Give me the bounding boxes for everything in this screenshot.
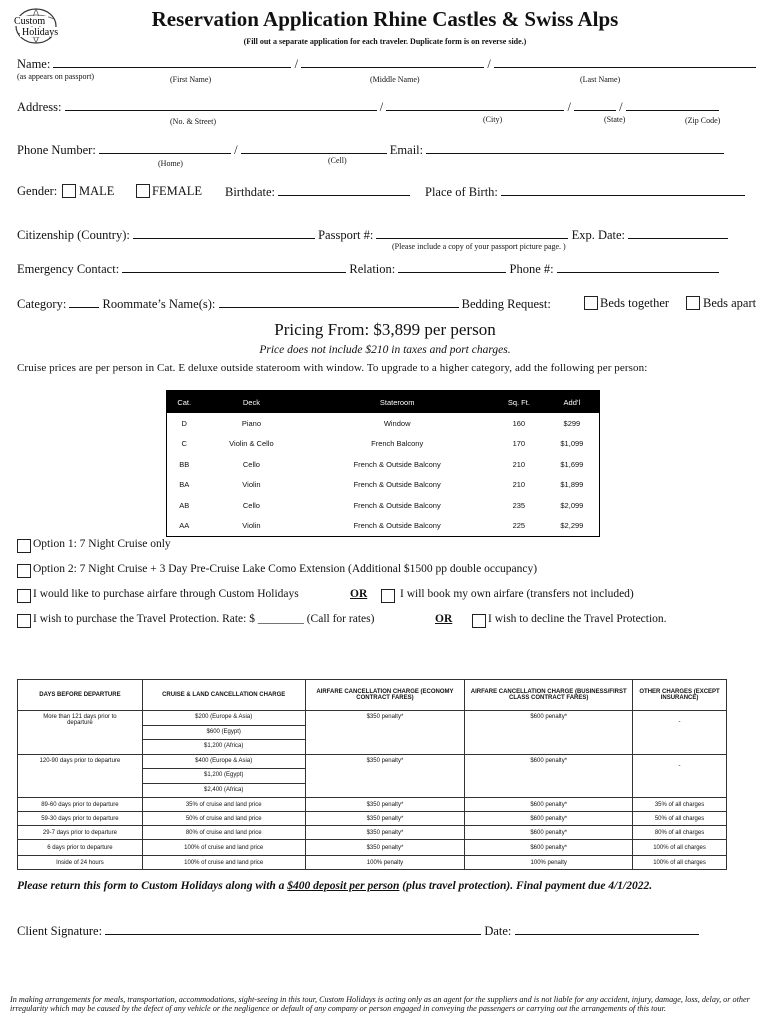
zip-field[interactable] [626,99,719,111]
cell-line: $2,400 (Africa) [204,786,244,793]
email-label: Email: [389,143,424,157]
cell: 89-60 days prior to departure [18,798,143,812]
female-label: FEMALE [152,184,202,198]
option1-checkbox[interactable] [17,539,31,553]
table-row [167,434,600,455]
option1-label: Option 1: 7 Night Cruise only [33,538,171,550]
cell: $600 penalty* [465,840,633,856]
relation-label: Relation: [349,262,396,276]
table-row [18,711,727,755]
emergency-row [17,261,719,277]
middle-name-field[interactable] [301,56,484,68]
beds-together-checkbox[interactable] [584,296,598,310]
cell: BA [179,480,190,490]
cell-caption: (Cell) [328,156,347,165]
col-stateroom: Stateroom [301,391,493,414]
tp-decline-label: I wish to decline the Travel Protection. [488,613,667,625]
tp-decline-checkbox[interactable] [472,614,486,628]
cell: $1,899 [560,480,584,490]
female-checkbox[interactable] [136,184,150,198]
liability-disclaimer: In making arrangements for meals, transportation, accommodations, sight-seeing in this tour, Custom Holidays is acting only as an agent for the suppliers and is not liable for any accident, injury, damage, loss, delay, or other irregularity which may be caused by the defect of any vehicle or the negligence or default of any company or person engaged in conveying the passengers or carrying out the arrangements of this tour. [10,995,750,1013]
expdate-field[interactable] [628,227,728,239]
cancellation-table [17,679,727,870]
cell: $350 penalty* [305,754,465,798]
email-field[interactable] [426,142,724,154]
return-text-pre: Please return this form to Custom Holidays along with a [17,880,288,892]
citizenship-field[interactable] [133,227,315,239]
cell: $299 [563,418,581,428]
cell: $350 penalty* [305,812,465,826]
cell: 225 [512,521,526,531]
beds-together-label: Beds together [600,296,670,310]
table-row [18,754,727,798]
category-field[interactable] [69,296,99,308]
passport-field[interactable] [376,227,568,239]
col-cruise-land: CRUISE & LAND CANCELLATION CHARGE [142,680,305,711]
address-label: Address: [17,100,62,114]
tp-purchase-checkbox[interactable] [17,614,31,628]
table-row [18,798,727,812]
cell: 59-30 days prior to departure [18,812,143,826]
table-row [18,826,727,840]
cell: 50% of cruise and land price [142,812,305,826]
cell: 100% penalty [465,856,633,870]
cell: 100% penalty [305,856,465,870]
cell: 35% of all charges [633,798,727,812]
cell: $350 penalty* [305,826,465,840]
table-row [167,454,600,475]
cell: $600 penalty* [465,711,633,755]
cell: - [633,711,727,755]
table-row [167,413,600,434]
cell: 35% of cruise and land price [142,798,305,812]
cell: D [181,418,187,428]
relation-field[interactable] [398,261,506,273]
pob-label: Place of Birth: [425,185,498,199]
home-caption: (Home) [158,159,183,168]
logo-text-1: Custom [14,16,46,27]
street-caption: (No. & Street) [170,117,216,126]
cell: $1,099 [560,439,584,449]
pricing-taxes-note: Price does not include $210 in taxes and port charges. [259,344,511,356]
col-airfare-business: AIRFARE CANCELLATION CHARGE (BUSINESS/FIRST CLASS CONTRACT FARES) [465,680,633,711]
col-addl: Add’l [545,391,600,414]
cell: 80% of all charges [633,826,727,840]
cell: 210 [512,480,526,490]
cell: Window [383,418,411,428]
name-label: Name: [17,57,51,71]
cell [142,711,305,755]
col-days: DAYS BEFORE DEPARTURE [18,680,143,711]
airfare-own-label: I will book my own airfare (transfers not included) [400,588,634,600]
cell-line: $200 (Europe & Asia) [143,711,305,726]
cell: $600 penalty* [465,812,633,826]
cell: French & Outside Balcony [353,521,441,531]
cell: Cello [242,500,260,510]
cell: $350 penalty* [305,840,465,856]
cell-line: $400 (Europe & Asia) [143,755,305,770]
option2-label: Option 2: 7 Night Cruise + 3 Day Pre-Cruise Lake Como Extension (Additional $1500 pp double occupancy) [33,563,538,575]
cell: 100% of all charges [633,840,727,856]
col-other: OTHER CHARGES (EXCEPT INSURANCE) [633,680,727,711]
last-name-caption: (Last Name) [580,75,621,84]
cell: 235 [512,500,526,510]
emergency-label: Emergency Contact: [17,262,120,276]
cell: AA [179,521,190,531]
last-name-field[interactable] [494,56,756,68]
phone-row: Phone Number: / Email: [17,142,724,158]
roommate-label: Roommate’s Name(s): [102,297,216,311]
citizenship-row [17,227,728,243]
table-row [167,495,600,516]
cell-line: $1,200 (Africa) [204,743,244,749]
cell: BB [179,459,190,469]
cell [142,754,305,798]
cell: $600 penalty* [465,754,633,798]
cell-line: $1,200 (Egypt) [143,769,305,784]
page-title: Reservation Application Rhine Castles & Swiss Alps [151,7,619,31]
city-field[interactable] [386,99,564,111]
cell: $2,299 [560,521,584,531]
home-phone-field[interactable] [99,142,231,154]
cell: 210 [512,459,526,469]
street-field[interactable] [65,99,377,111]
pob-field[interactable] [501,184,745,196]
cell: 100% of all charges [633,856,727,870]
expdate-label: Exp. Date: [571,228,626,242]
cell: Cello [242,459,260,469]
male-checkbox[interactable] [62,184,76,198]
birthdate-label: Birthdate: [225,185,275,199]
airfare-purchase-label: I would like to purchase airfare through Custom Holidays [33,588,299,600]
cell: French Balcony [371,439,424,449]
cell: 80% of cruise and land price [142,826,305,840]
cell: French & Outside Balcony [353,500,441,510]
bedding-label: Bedding Request: [461,297,551,311]
birthdate-row [225,184,410,200]
cell: Violin & Cello [229,439,274,449]
cell: Violin [242,521,261,531]
cell: $600 penalty* [465,798,633,812]
pricing-intro: Cruise prices are per person in Cat. E deluxe outside stateroom with window. To upgrade to a higher category, add the following per person: [17,362,648,374]
cell: 29-7 days prior to departure [18,826,143,840]
passport-label: Passport #: [318,228,374,242]
airfare-own-checkbox[interactable] [381,589,395,603]
deposit-amount: $400 deposit per person [287,880,400,892]
cell: 160 [512,418,526,428]
cell: AB [179,500,190,510]
date-label: Date: [484,924,512,938]
option2-checkbox[interactable] [17,564,31,578]
phone2-label: Phone #: [509,262,554,276]
emergency-phone-field[interactable] [557,261,719,273]
table-row [18,856,727,870]
cell: Violin [242,480,261,490]
pricing-title: Pricing From: $3,899 per person [274,320,496,339]
cell: Inside of 24 hours [18,856,143,870]
cell: $350 penalty* [305,798,465,812]
pob-row [425,184,745,200]
birthdate-field[interactable] [278,184,410,196]
cell: $1,699 [560,459,584,469]
beds-apart-label: Beds apart [703,296,757,310]
cell: $2,099 [560,500,584,510]
cell-phone-field[interactable] [241,142,387,154]
emergency-field[interactable] [122,261,346,273]
page-subtitle: (Fill out a separate application for each traveler. Duplicate form is on reverse side.) [243,37,527,46]
first-name-field[interactable] [53,56,291,68]
category-label: Category: [17,297,67,311]
category-row [17,296,551,312]
col-airfare-economy: AIRFARE CANCELLATION CHARGE (ECONOMY CONTRACT FARES) [305,680,465,711]
upgrade-price-table [166,390,600,537]
cell: French & Outside Balcony [353,459,441,469]
cell: 100% of cruise and land price [142,856,305,870]
cell: 170 [512,439,526,449]
cell-line: $600 (Egypt) [143,726,305,741]
name-row: Name: / / [17,56,756,72]
table-row [18,840,727,856]
cell: French & Outside Balcony [353,480,441,490]
zip-caption: (Zip Code) [685,116,721,125]
col-sqft: Sq. Ft. [493,391,545,414]
address-row: Address: / / / [17,99,719,115]
state-field[interactable] [574,99,616,111]
cell: $600 penalty* [465,826,633,840]
logo-text-2: Holidays [22,27,59,38]
cell: 50% of all charges [633,812,727,826]
tp-purchase-label: I wish to purchase the Travel Protection. Rate: $ ________ (Call for rates) [33,613,375,625]
first-name-caption: (First Name) [170,75,212,84]
citizenship-label: Citizenship (Country): [17,228,130,242]
table-row [167,516,600,537]
cancellation-header [18,680,727,711]
table-row [18,812,727,826]
middle-name-caption: (Middle Name) [370,75,420,84]
price-table-header [167,391,600,414]
cell: $350 penalty* [305,711,465,755]
signature-row [17,923,699,939]
cell: 100% of cruise and land price [142,840,305,856]
col-cat: Cat. [167,391,202,414]
cell: C [181,439,187,449]
male-label: MALE [79,184,115,198]
signature-field[interactable] [105,923,481,935]
table-row [167,475,600,496]
beds-apart-checkbox[interactable] [686,296,700,310]
cell: 6 days prior to departure [18,840,143,856]
cell: Piano [241,418,261,428]
or-text-1: OR [350,588,368,600]
phone-label: Phone Number: [17,143,96,157]
gender-label: Gender: [17,184,58,198]
cell: More than 121 days prior to departure [18,711,143,755]
name-note: (as appears on passport) [17,72,95,81]
or-text-2: OR [435,613,453,625]
cell: 120-90 days prior to departure [18,754,143,798]
roommate-field[interactable] [219,296,459,308]
city-caption: (City) [483,115,503,124]
airfare-purchase-checkbox[interactable] [17,589,31,603]
return-text-post: (plus travel protection). Final payment due 4/1/2022. [399,880,653,892]
state-caption: (State) [604,115,626,124]
signature-label: Client Signature: [17,924,103,938]
passport-note: (Please include a copy of your passport picture page. ) [392,242,566,251]
date-field[interactable] [515,923,699,935]
return-instructions [17,880,652,892]
cell: - [633,754,727,798]
col-deck: Deck [201,391,301,414]
